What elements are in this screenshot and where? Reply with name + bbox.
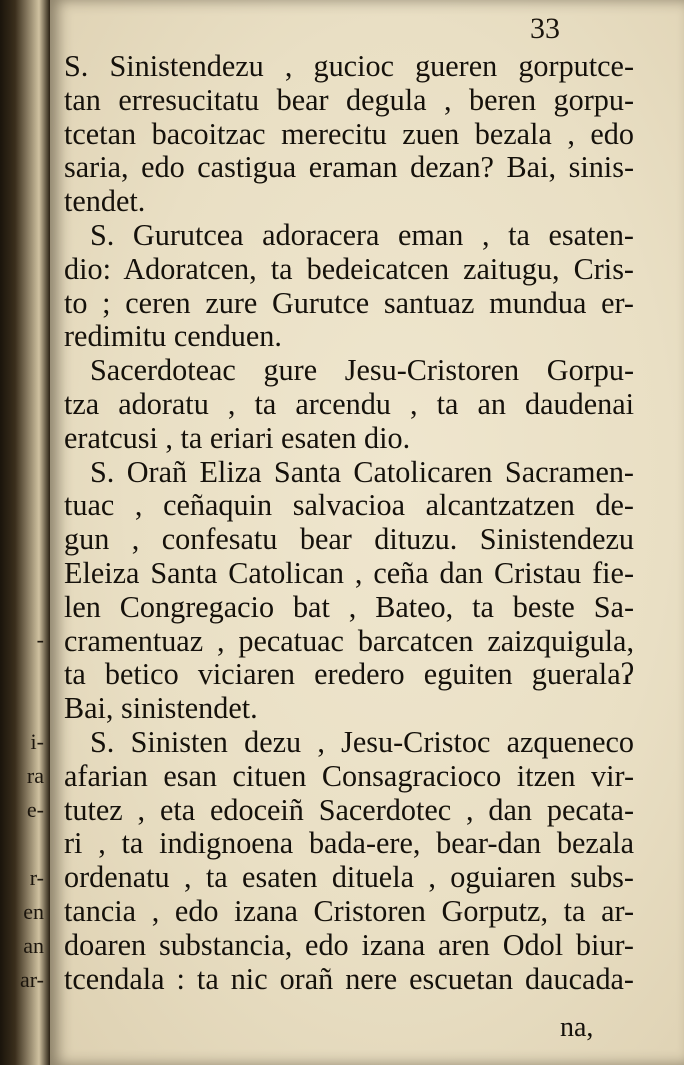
book-page [50, 0, 684, 1065]
text-line: S. Sinistendezu , gucioc gueren gorputce- [64, 49, 634, 83]
page-number: 33 [530, 12, 560, 45]
text-line: S. Orañ Eliza Santa Catolicaren Sacramen- [90, 454, 634, 489]
catchword: na, [560, 1012, 594, 1043]
text-line: tutez , eta edoceiñ Sacerdotec , dan pecata- [64, 792, 634, 827]
margin-fragment: i- [30, 729, 44, 754]
text-line: Eleiza Santa Catolican , ceña dan Cristau fie- [64, 555, 634, 590]
text-line: S. Sinisten dezu , Jesu-Cristoc azqueneco [90, 724, 634, 759]
left-margin-gutter [0, 0, 50, 1065]
margin-fragment: ra [26, 763, 44, 788]
text-line: to ; ceren zure Gurutce santuaz mundua er- [64, 285, 634, 320]
text-line: saria, edo castigua eraman dezan? Bai, sinis- [64, 150, 634, 185]
text-line: redimitu cenduen. [64, 319, 282, 354]
text-line: doaren substancia, edo izana aren Odol biur- [64, 927, 634, 962]
margin-fragment: ar- [20, 967, 44, 992]
text-line: tancia , edo izana Cristoren Gorputz, ta ar- [64, 893, 634, 928]
text-line: ta betico viciaren eredero eguiten gueralaʔ [64, 657, 634, 692]
text-line: S. Gurutcea adoracera eman , ta esaten- [90, 217, 634, 252]
text-line: tcendala : ta nic orañ nere escuetan daucada- [64, 961, 634, 996]
text-line: tza adoratu , ta arcendu , ta an daudenai [64, 386, 634, 421]
margin-fragment: en [23, 899, 44, 924]
margin-fragment: e- [26, 797, 44, 822]
text-line: gun , confesatu bear dituzu. Sinistendezu [64, 522, 634, 557]
text-line: ordenatu , ta esaten dituela , oguiaren subs- [64, 860, 634, 895]
text-line: cramentuaz , pecatuac barcatcen zaizquigula, [64, 623, 634, 658]
text-line: eratcusi , ta eriari esaten dio. [64, 420, 411, 455]
page-text [64, 50, 634, 996]
text-line: tuac , ceñaquin salvacioa alcantzatzen de- [64, 488, 634, 523]
text-line: Sacerdoteac gure Jesu-Cristoren Gorpu- [90, 353, 634, 388]
margin-fragment: r- [29, 865, 44, 890]
text-line: tan erresucitatu bear degula , beren gorpu- [64, 82, 634, 117]
text-line: len Congregacio bat , Bateo, ta beste Sa- [64, 589, 634, 624]
margin-fragment: - [36, 627, 44, 652]
text-line: ri , ta indignoena bada-ere, bear-dan bezala [64, 826, 634, 861]
margin-fragment: an [23, 933, 44, 958]
text-line: tendet. [64, 184, 146, 219]
text-line: dio: Adoratcen, ta bedeicatcen zaitugu, Cris- [64, 251, 634, 286]
text-line: tcetan bacoitzac merecitu zuen bezala , edo [64, 116, 634, 151]
text-line: afarian esan cituen Consagracioco itzen vir- [64, 758, 634, 793]
text-line: Bai, sinistendet. [64, 691, 258, 726]
